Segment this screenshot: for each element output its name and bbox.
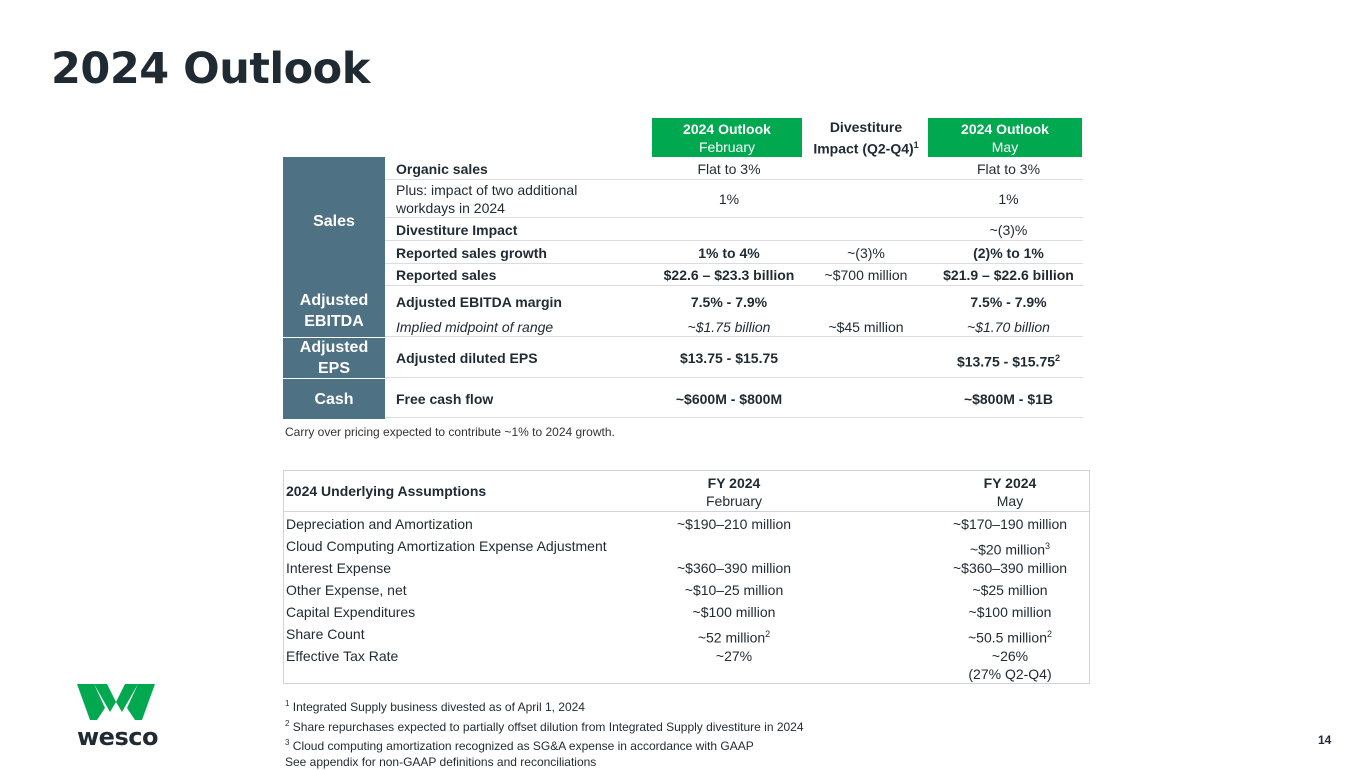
table-row: Reported sales $22.6 – $23.3 billion ~$700 million $21.9 – $22.6 billion (385, 264, 1083, 286)
table-row: Depreciation and Amortization ~$190–210 million ~$170–190 million (284, 513, 1089, 535)
header-may-title: 2024 Outlook (961, 120, 1049, 138)
table-row: Interest Expense ~$360–390 million ~$360–390 million (284, 557, 1089, 579)
footnotes (285, 696, 804, 770)
header-div-title1: Divestiture (830, 118, 902, 136)
table-row: Share Count ~52 million$^2$ ~50.5 million$^2$ (284, 623, 1089, 645)
footnote: See appendix for non-GAAP definitions and reconciliations (285, 755, 804, 770)
assumptions-feb-header: FY 2024 February (624, 474, 844, 510)
group-eps: Adjusted EPS (283, 337, 385, 378)
table-row: Organic sales Flat to 3% Flat to 3% (385, 157, 1083, 180)
header-may (928, 118, 1082, 157)
header-feb-title: 2024 Outlook (683, 120, 771, 138)
assumptions-header (284, 471, 1089, 512)
table-row: Divestiture Impact ~(3)% (385, 218, 1083, 241)
table-row: Capital Expenditures ~$100 million ~$100 million (284, 601, 1089, 623)
table-row: Adjusted diluted EPS $13.75 - $15.75 $13.75 - $15.75$^2$ (385, 337, 1083, 378)
table-row: Free cash flow ~$600M - $800M ~$800M - $1B (385, 378, 1083, 418)
header-feb (652, 118, 802, 157)
page-title: 2024 Outlook (51, 44, 370, 94)
assumptions-may-header: FY 2024 May (900, 474, 1120, 510)
assumptions-title: 2024 Underlying Assumptions (286, 483, 486, 499)
page-number: 14 (1318, 733, 1331, 747)
group-sales: Sales (283, 157, 385, 285)
table-row: Adjusted EBITDA margin 7.5% - 7.9% 7.5% - 7.9% (385, 285, 1083, 313)
group-cash: Cash (283, 378, 385, 419)
header-div-title2: Impact $(Q2-Q4)^1$ (813, 136, 918, 158)
carry-over-note: Carry over pricing expected to contribute ~1% to 2024 growth. (285, 425, 615, 439)
header-divestiture (804, 118, 928, 157)
wesco-wordmark: wesco (77, 723, 158, 751)
table-row: Plus: impact of two additional workdays in 2024 1% 1% (385, 180, 1083, 218)
assumptions-table (283, 470, 1090, 684)
footnote: $^3$ Cloud computing amortization recognized as SG&A expense in accordance with GAAP (285, 735, 804, 755)
table-row: Effective Tax Rate ~27% ~26% (27% Q2-Q4) (284, 645, 1089, 681)
wesco-w-logo-icon (77, 684, 155, 720)
footnote: $^1$ Integrated Supply business divested as of April 1, 2024 (285, 696, 804, 716)
header-feb-sub: February (699, 138, 755, 156)
group-ebitda: Adjusted EBITDA (283, 285, 385, 337)
table-row: Implied midpoint of range ~$1.75 billion ~$45 million ~$1.70 billion (385, 313, 1083, 337)
footnote: $^2$ Share repurchases expected to partially offset dilution from Integrated Supply divestiture in 2024 (285, 716, 804, 736)
table-row: Other Expense, net ~$10–25 million ~$25 million (284, 579, 1089, 601)
table-row: Cloud Computing Amortization Expense Adjustment ~$20 million$^3$ (284, 535, 1089, 557)
header-may-sub: May (992, 138, 1018, 156)
table-row: Reported sales growth 1% to 4% ~(3)% (2)% to 1% (385, 241, 1083, 264)
